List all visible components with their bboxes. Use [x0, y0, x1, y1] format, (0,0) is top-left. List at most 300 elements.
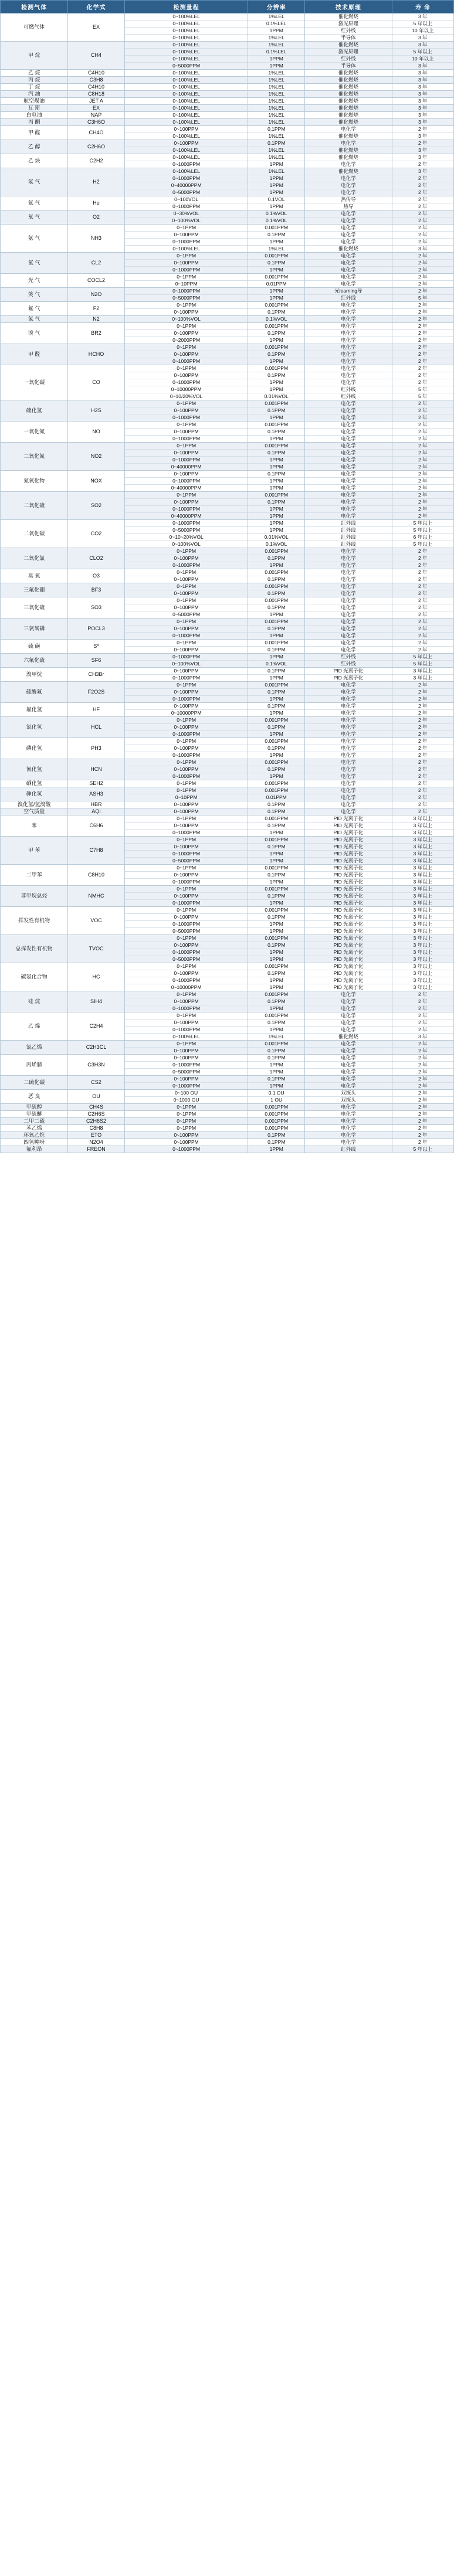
cell-resolution [248, 400, 305, 422]
table-row [1, 225, 454, 253]
subcell: 1PPM [248, 436, 304, 443]
subcell: 电化学 [305, 161, 392, 168]
subcell: PID 光离子化 [305, 823, 392, 830]
header-technology: 技术原理 [305, 1, 392, 13]
subcell: PID 光离子化 [305, 858, 392, 865]
subcell: 3 年 [392, 13, 453, 21]
cell-formula: EX [68, 105, 125, 112]
cell-range [124, 759, 248, 780]
subcell: 电化学 [305, 597, 392, 604]
table-row [1, 787, 454, 801]
cell-range [124, 77, 248, 84]
subcell: 1%LEL [248, 91, 304, 97]
cell-formula: O2 [68, 210, 125, 225]
cell-resolution [248, 168, 305, 196]
subcell: 0~100%LEL [125, 91, 248, 97]
table-row [1, 1090, 454, 1104]
subcell: 2 年 [392, 611, 453, 618]
cell-technology [305, 963, 392, 991]
cell-gas-name: 笑 气 [1, 288, 68, 302]
cell-range [124, 70, 248, 77]
cell-technology [305, 112, 392, 119]
subcell: 0~100PPM [125, 745, 248, 752]
subcell: 0~1000PPM [125, 414, 248, 422]
cell-technology [305, 808, 392, 815]
subcell: 0~100PPM [125, 1139, 248, 1146]
cell-range [124, 492, 248, 520]
subcell: 电化学 [305, 506, 392, 513]
cell-resolution [248, 1139, 305, 1146]
subcell: 1PPM [248, 386, 304, 393]
subcell: 0~1PPM [125, 422, 248, 429]
cell-formula: He [68, 196, 125, 210]
subcell: 0~100PPM [125, 1055, 248, 1062]
subcell: 0~1000PPM [125, 175, 248, 182]
subcell: 5 年 [392, 295, 453, 302]
subcell: 0.001PPM [248, 302, 304, 309]
subcell: 0.1PPM [248, 499, 304, 506]
table-row [1, 640, 454, 654]
cell-range [124, 443, 248, 471]
subcell: 2 年 [392, 218, 453, 225]
cell-range [124, 640, 248, 654]
subcell: 2 年 [392, 1083, 453, 1090]
subcell: 0~5000PPM [125, 1069, 248, 1076]
subcell: 2 年 [392, 203, 453, 210]
subcell: 催化燃烧 [305, 13, 392, 21]
subcell: 2 年 [392, 576, 453, 583]
subcell: 0.001PPM [248, 780, 304, 787]
subcell: 0~1PPM [125, 759, 248, 766]
subcell: 2 年 [392, 478, 453, 485]
table-row [1, 1055, 454, 1076]
cell-range [124, 1041, 248, 1055]
subcell: 电化学 [305, 239, 392, 246]
subcell: 0~1000PPM [125, 851, 248, 858]
cell-gas-name: 硫酰氟 [1, 682, 68, 703]
subcell: 0~100PPM [125, 140, 248, 147]
subcell: 2 年 [392, 759, 453, 766]
subcell: 1PPM [248, 858, 304, 865]
cell-formula: CH4 [68, 42, 125, 70]
subcell: 电化学 [305, 407, 392, 414]
cell-range [124, 935, 248, 963]
subcell: 3 年 [392, 105, 453, 111]
cell-resolution [248, 443, 305, 471]
cell-technology [305, 344, 392, 365]
subcell: 0~100PPM [125, 626, 248, 633]
cell-formula: POCL3 [68, 618, 125, 640]
subcell: 2 年 [392, 1012, 453, 1019]
subcell: 0.1PPM [248, 330, 304, 337]
subcell: 0~1PPM [125, 780, 248, 787]
cell-range [124, 1125, 248, 1132]
cell-gas-name: 六氟化硫 [1, 654, 68, 668]
cell-range [124, 126, 248, 140]
subcell: 0~100PPM [125, 647, 248, 654]
subcell: 3 年 [392, 147, 453, 154]
cell-technology [305, 780, 392, 787]
cell-technology [305, 1090, 392, 1104]
subcell: 2 年 [392, 998, 453, 1005]
subcell: 电化学 [305, 647, 392, 654]
subcell: 1%LEL [248, 84, 304, 90]
subcell: 1PPM [248, 1027, 304, 1034]
subcell: 0~1000PPM [125, 267, 248, 274]
subcell: 电化学 [305, 1118, 392, 1124]
subcell: 1PPM [248, 879, 304, 886]
subcell: 0~1000PPM [125, 949, 248, 956]
subcell: 0~100%LEL [125, 56, 248, 63]
subcell: 电化学 [305, 175, 392, 182]
subcell: 0~5000PPM [125, 611, 248, 618]
cell-formula: OU [68, 1090, 125, 1104]
subcell: 0.1PPM [248, 604, 304, 611]
subcell: 5 年以上 [392, 661, 453, 668]
cell-technology [305, 907, 392, 935]
cell-lifetime [392, 569, 453, 583]
subcell: 催化燃烧 [305, 70, 392, 76]
subcell: 0.001PPM [248, 815, 304, 823]
subcell: 催化燃烧 [305, 42, 392, 49]
cell-resolution [248, 13, 305, 42]
subcell: 0~100%LEL [125, 98, 248, 104]
subcell: 0~1000PPM [125, 921, 248, 928]
cell-formula: C6H6 [68, 815, 125, 837]
subcell: 电化学 [305, 429, 392, 436]
subcell: 3 年 [392, 1034, 453, 1041]
cell-resolution [248, 84, 305, 91]
table-row [1, 759, 454, 780]
subcell: 2 年 [392, 703, 453, 710]
subcell: 电化学 [305, 1012, 392, 1019]
subcell: 3 年以上 [392, 935, 453, 942]
subcell: 0~1PPM [125, 583, 248, 590]
subcell: 0.1PPM [248, 766, 304, 773]
subcell: 电化学 [305, 1125, 392, 1131]
subcell: 0~1000PPM [125, 239, 248, 246]
cell-formula: C3H8 [68, 77, 125, 84]
subcell: 0.001PPM [248, 865, 304, 872]
header-range: 检测量程 [124, 1, 248, 13]
cell-lifetime [392, 640, 453, 654]
subcell: 0~100PPM [125, 703, 248, 710]
subcell: 0~10~20%VOL [125, 534, 248, 541]
subcell: 0.1%VOL [248, 210, 304, 218]
subcell: PID 光离子化 [305, 830, 392, 837]
subcell: 0.1PPM [248, 1132, 304, 1139]
subcell: 0.01%VOL [248, 534, 304, 541]
table-row [1, 717, 454, 738]
subcell: 0~5000PPM [125, 956, 248, 963]
cell-gas-name: 硒化氢 [1, 780, 68, 787]
subcell: 0.1%LEL [248, 21, 304, 28]
subcell: 2 年 [392, 471, 453, 478]
cell-range [124, 1055, 248, 1076]
subcell: 1%LEL [248, 105, 304, 111]
cell-technology [305, 801, 392, 808]
cell-technology [305, 703, 392, 717]
cell-resolution [248, 520, 305, 548]
cell-formula: ASH3 [68, 787, 125, 801]
cell-gas-name: 甲 苯 [1, 837, 68, 865]
cell-resolution [248, 42, 305, 70]
subcell: 电化学 [305, 414, 392, 422]
subcell: 电化学 [305, 731, 392, 738]
subcell: PID 光离子化 [305, 914, 392, 921]
subcell: 0.1PPM [248, 724, 304, 731]
cell-range [124, 253, 248, 274]
subcell: 双探头 [305, 1090, 392, 1097]
subcell: 5 年以上 [392, 541, 453, 548]
cell-technology [305, 935, 392, 963]
subcell: 1PPM [248, 977, 304, 984]
cell-gas-name: 丙 烷 [1, 77, 68, 84]
subcell: 电化学 [305, 140, 392, 147]
cell-technology [305, 548, 392, 569]
subcell: 3 年以上 [392, 893, 453, 900]
subcell: 2 年 [392, 302, 453, 309]
subcell: 2 年 [392, 626, 453, 633]
subcell: 1PPM [248, 63, 304, 70]
subcell: 2 年 [392, 267, 453, 274]
cell-technology [305, 302, 392, 316]
subcell: 0.001PPM [248, 1125, 304, 1131]
cell-resolution [248, 126, 305, 140]
subcell: 红外线 [305, 520, 392, 527]
table-row [1, 1111, 454, 1118]
subcell: 1PPM [248, 267, 304, 274]
subcell: 2 年 [392, 647, 453, 654]
subcell: PID 光离子化 [305, 942, 392, 949]
subcell: 0~1000PPM [125, 633, 248, 640]
subcell: 0.1PPM [248, 893, 304, 900]
cell-gas-name: 丁 烷 [1, 84, 68, 91]
subcell: 0.1PPM [248, 1019, 304, 1027]
cell-formula: N2O [68, 288, 125, 302]
subcell: 电化学 [305, 1019, 392, 1027]
subcell: 3 年 [392, 246, 453, 253]
subcell: 0~100%LEL [125, 77, 248, 83]
cell-resolution [248, 1146, 305, 1153]
cell-range [124, 597, 248, 618]
subcell: 0~1000PPM [125, 675, 248, 682]
cell-formula: CH4S [68, 1104, 125, 1111]
cell-gas-name: 氯化氢 [1, 717, 68, 738]
subcell: PID 光离子化 [305, 949, 392, 956]
cell-lifetime [392, 126, 453, 140]
cell-formula: HCL [68, 717, 125, 738]
subcell: 1PPM [248, 56, 304, 63]
subcell: 1%LEL [248, 119, 304, 125]
subcell: 电化学 [305, 801, 392, 808]
table-row [1, 196, 454, 210]
subcell: 2 年 [392, 337, 453, 344]
subcell: 电化学 [305, 618, 392, 626]
cell-technology [305, 1104, 392, 1111]
cell-range [124, 105, 248, 112]
cell-resolution [248, 91, 305, 98]
cell-formula: PH3 [68, 738, 125, 759]
cell-range [124, 168, 248, 196]
subcell: 0.1PPM [248, 140, 304, 147]
subcell: 电化学 [305, 358, 392, 365]
table-row [1, 886, 454, 907]
subcell: 1%LEL [248, 1034, 304, 1041]
subcell: 3 年 [392, 70, 453, 76]
subcell: 1PPM [248, 562, 304, 569]
cell-lifetime [392, 13, 453, 42]
cell-formula: H2 [68, 168, 125, 196]
subcell: 3 年 [392, 112, 453, 118]
subcell: 2 年 [392, 731, 453, 738]
subcell: 1%LEL [248, 112, 304, 118]
subcell: 2 年 [392, 196, 453, 203]
cell-technology [305, 168, 392, 196]
cell-resolution [248, 344, 305, 365]
cell-lifetime [392, 668, 453, 682]
subcell: 0~1PPM [125, 569, 248, 576]
subcell: 0~10000PPM [125, 710, 248, 717]
subcell: 2 年 [392, 457, 453, 464]
cell-formula: C8H10 [68, 865, 125, 886]
subcell: 3 年以上 [392, 675, 453, 682]
subcell: 电化学 [305, 773, 392, 780]
cell-resolution [248, 907, 305, 935]
cell-range [124, 991, 248, 1012]
cell-range [124, 154, 248, 168]
cell-formula: AQI [68, 808, 125, 815]
cell-resolution [248, 583, 305, 597]
subcell: 0~100PPM [125, 590, 248, 597]
subcell: 2 年 [392, 499, 453, 506]
subcell: 电化学 [305, 604, 392, 611]
subcell: 3 年 [392, 77, 453, 83]
cell-lifetime [392, 759, 453, 780]
subcell: 2 年 [392, 548, 453, 555]
subcell: 3 年 [392, 35, 453, 42]
cell-technology [305, 738, 392, 759]
subcell: 电化学 [305, 379, 392, 386]
subcell: 2 年 [392, 1019, 453, 1027]
subcell: 电化学 [305, 1041, 392, 1048]
subcell: 0~100PPM [125, 604, 248, 611]
cell-range [124, 13, 248, 42]
cell-range [124, 1012, 248, 1041]
subcell: 2 年 [392, 633, 453, 640]
subcell: 0.001PPM [248, 583, 304, 590]
cell-gas-name: 甲 烷 [1, 42, 68, 70]
cell-gas-name: 丙烯腈 [1, 1055, 68, 1076]
cell-formula: BF3 [68, 583, 125, 597]
subcell: 0~1PPM [125, 738, 248, 745]
cell-range [124, 91, 248, 98]
subcell: 3 年以上 [392, 844, 453, 851]
subcell: 2 年 [392, 365, 453, 372]
subcell: 0~1000PPM [125, 1146, 248, 1153]
table-row [1, 42, 454, 70]
cell-formula: CH4O [68, 126, 125, 140]
cell-technology [305, 70, 392, 77]
subcell: 0~100%LEL [125, 246, 248, 253]
subcell: 0~1PPM [125, 344, 248, 351]
subcell: 0~100%LEL [125, 105, 248, 111]
subcell: 0.1%LEL [248, 49, 304, 56]
table-row [1, 520, 454, 548]
cell-technology [305, 471, 392, 492]
subcell: 催化燃烧 [305, 1034, 392, 1041]
cell-formula: NO [68, 422, 125, 443]
subcell: 0~1PPM [125, 548, 248, 555]
subcell: 0.001PPM [248, 323, 304, 330]
cell-technology [305, 520, 392, 548]
subcell: 电化学 [305, 210, 392, 218]
cell-lifetime [392, 196, 453, 210]
subcell: 3 年以上 [392, 823, 453, 830]
subcell: 1PPM [248, 520, 304, 527]
cell-formula: CL2 [68, 253, 125, 274]
cell-gas-name: 氢 气 [1, 168, 68, 196]
cell-technology [305, 140, 392, 154]
subcell: 1PPM [248, 239, 304, 246]
table-row [1, 935, 454, 963]
table-row [1, 98, 454, 105]
cell-technology [305, 1139, 392, 1146]
subcell: 0~40000PPM [125, 485, 248, 492]
cell-formula: C3H3N [68, 1055, 125, 1076]
subcell: 0.001PPM [248, 400, 304, 407]
cell-range [124, 963, 248, 991]
cell-technology [305, 837, 392, 865]
subcell: 0~1PPM [125, 787, 248, 794]
subcell: 0~1PPM [125, 640, 248, 647]
cell-range [124, 801, 248, 808]
subcell: 2 年 [392, 555, 453, 562]
subcell: 0.1PPM [248, 647, 304, 654]
table-body [1, 13, 454, 1153]
cell-gas-name: 氧 气 [1, 210, 68, 225]
cell-range [124, 84, 248, 91]
subcell: PID 光离子化 [305, 886, 392, 893]
cell-formula: C8H8 [68, 1125, 125, 1132]
subcell: 0.001PPM [248, 443, 304, 450]
subcell: 1%LEL [248, 168, 304, 175]
cell-resolution [248, 1111, 305, 1118]
cell-gas-name: 氟化氢 [1, 703, 68, 717]
cell-gas-name: 氮氧化物 [1, 471, 68, 492]
cell-gas-name: 二氧化氯 [1, 548, 68, 569]
cell-formula: O3 [68, 569, 125, 583]
subcell: 电化学 [305, 436, 392, 443]
subcell: 0~100PPM [125, 844, 248, 851]
subcell: 电化学 [305, 182, 392, 189]
subcell: 0~40000PPM [125, 513, 248, 520]
subcell: 0~1PPM [125, 400, 248, 407]
table-row [1, 471, 454, 492]
subcell: 1PPM [248, 830, 304, 837]
subcell: 0~5000PPM [125, 928, 248, 935]
subcell: 0~1000PPM [125, 478, 248, 485]
cell-resolution [248, 1055, 305, 1076]
cell-resolution [248, 1012, 305, 1041]
subcell: 0~100PPM [125, 1076, 248, 1083]
subcell: 0.1PPM [248, 689, 304, 696]
subcell: 1PPM [248, 654, 304, 661]
cell-formula: NOX [68, 471, 125, 492]
subcell: 0~1PPM [125, 443, 248, 450]
subcell: 0~100PPM [125, 766, 248, 773]
cell-technology [305, 253, 392, 274]
